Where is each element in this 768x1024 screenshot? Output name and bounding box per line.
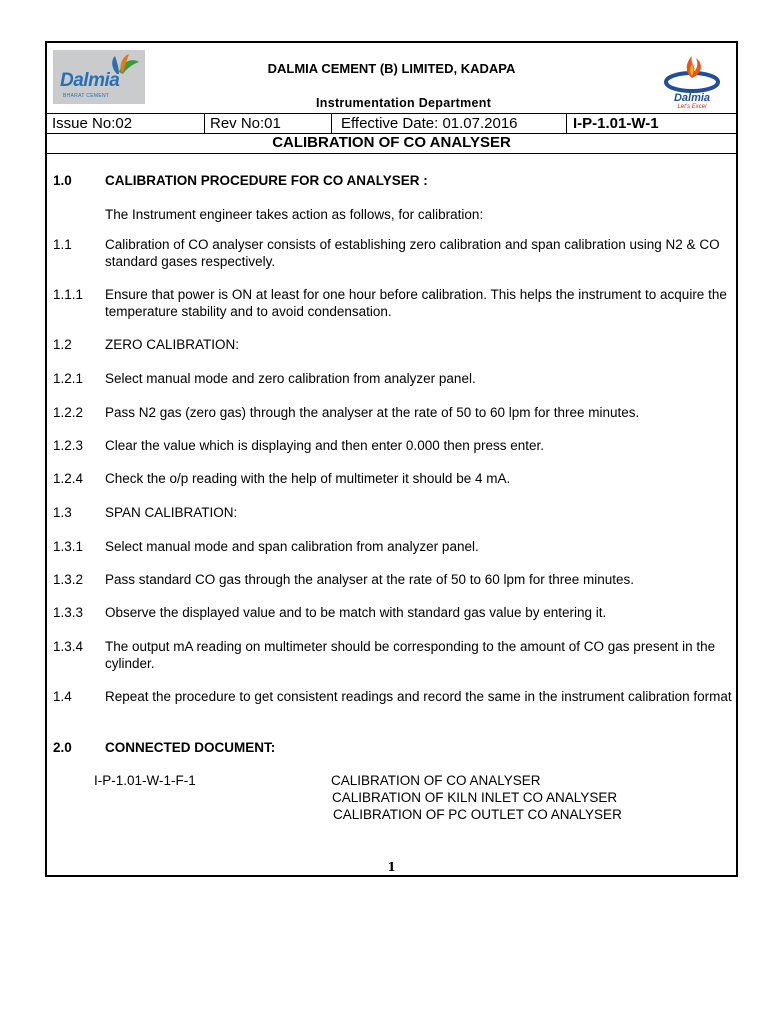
company-name: DALMIA CEMENT (B) LIMITED, KADAPA [267, 61, 516, 76]
logo-left-subtext: BHARAT CEMENT [63, 93, 110, 99]
document-frame: Dalmia BHARAT CEMENT DALMIA CEMENT (B) LIMITED, KADAPA Instrumentation Department Dalmia Let's Excel Issue No:02 Rev No:01 Effective Date: 01.07.2016 I-P-1.01-W-1 CALIBRATION OF CO ANALYSER 1.0 CALIBRATION PROCEDURE FOR CO ANALYSER : The Instrument engineer takes action as follows, for calibration: 1.1 Calibration of CO analyser consists of establishing zero calibration and span calibration using N2 & CO standard gases respectively. 1.1.1 Ensure that power is ON at least for one hour before calibration. This helps the instrument to acquire the temperature stability and to avoid condensation. 1.2 ZERO CALIBRATION: 1.2.1 Select manual mode and zero calibration from analyzer panel. 1.2.2 Pass N2 gas (zero gas) through the analyser at the rate of 50 to 60 lpm for three minutes. 1.2.3 Clear the value which is displaying and then enter 0.000 then press enter. 1.2.4 Check the o/p reading with the help of multimeter it should be 4 mA. 1.3 SPAN CALIBRATION: 1.3.1 Select manual mode and span calibration from analyzer panel. 1.3.2 Pass standard CO gas through the analyser at the rate of 50 to 60 lpm for three minutes. 1.3.3 Observe the displayed value and to be match with standard gas value by entering it. 1.3.4 The output mA reading on multimeter should be corresponding to the amount of CO gas present in the cylinder. 1.4 Repeat the procedure to get consistent readings and record the same in the instrument calibration format 2.0 CONNECTED DOCUMENT: I-P-1.01-W-1-F-1 CALIBRATION OF CO ANALYSER CALIBRATION OF KILN INLET CO ANALYSER CALIBRATION OF PC OUTLET CO ANALYSER 1 [45, 41, 738, 877]
header-divider [47, 113, 736, 114]
effective-date: Effective Date: 01.07.2016 [341, 115, 518, 132]
issue-number: Issue No:02 [52, 115, 133, 132]
cell-divider [331, 113, 332, 133]
revision-number: Rev No:01 [210, 115, 281, 132]
connected-doc-code: I-P-1.01-W-1-F-1 [94, 773, 196, 788]
logo-right-text: Dalmia [673, 92, 711, 104]
logo-left-text: Dalmia [60, 70, 120, 91]
connected-doc-item: CALIBRATION OF KILN INLET CO ANALYSER [332, 790, 618, 805]
dalmia-logo [656, 52, 728, 110]
department-name: Instrumentation Department [316, 96, 492, 110]
title-divider [47, 153, 736, 154]
dalmia-bharat-logo [53, 50, 145, 104]
connected-doc-item: CALIBRATION OF PC OUTLET CO ANALYSER [333, 807, 622, 822]
cell-divider [204, 113, 205, 133]
flame-icon [656, 52, 728, 96]
page-number: 1 [387, 860, 396, 874]
document-code: I-P-1.01-W-1 [573, 115, 659, 132]
logo-right-tagline: Let's Excel [677, 104, 707, 110]
connected-doc-item: CALIBRATION OF CO ANALYSER [331, 773, 541, 788]
cell-divider [566, 113, 567, 133]
document-title: CALIBRATION OF CO ANALYSER [272, 134, 511, 151]
